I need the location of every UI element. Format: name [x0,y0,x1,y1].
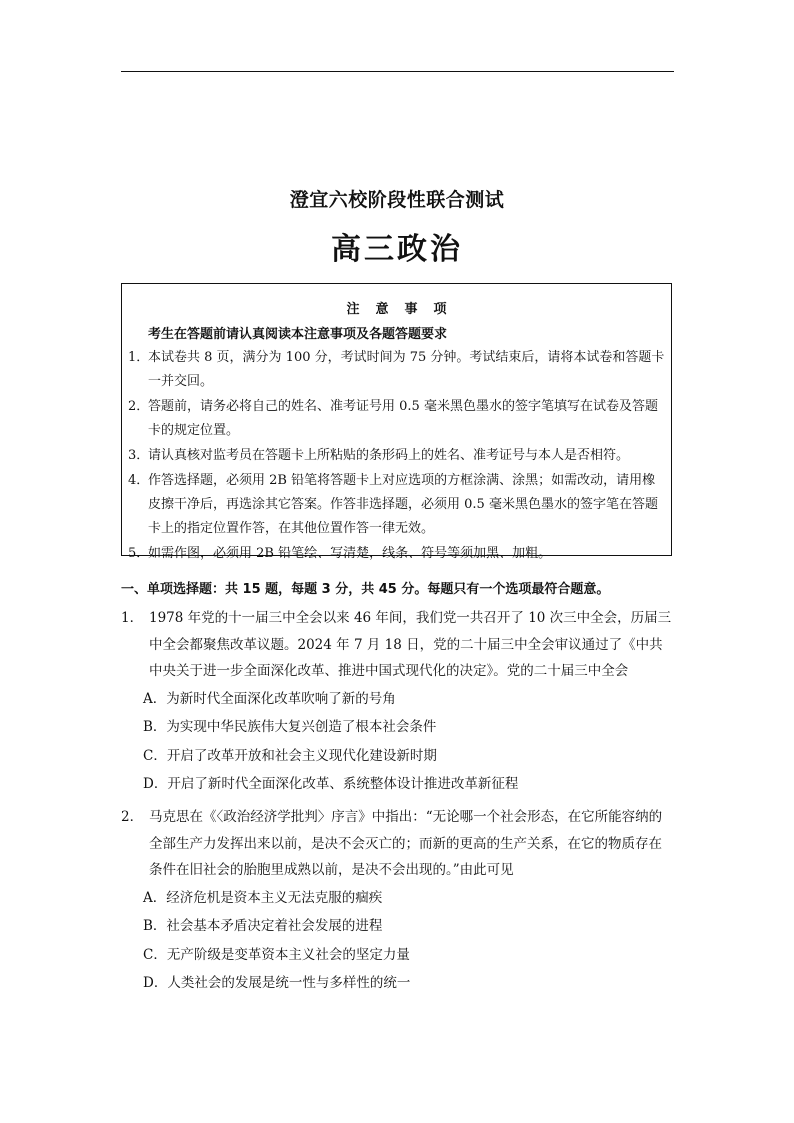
option [121,912,673,941]
notice-item-text: 本试卷共 8 页，满分为 100 分，考试时间为 75 分钟。考试结束后，请将本试卷和答题卡一并交回。 [148,350,665,389]
question-text: 1978 年党的十一届三中全会以来 46 年间，我们党一共召开了 10 次三中全会，历届三中全会都聚焦改革议题。2024 年 7 月 18 日，党的二十届三中全会审议通过了《中共中央关于进一步全面深化改革、推进中国式现代化的决定》。党的二十届三中全会 [149,610,672,679]
option [121,770,673,799]
option-text: 为实现中华民族伟大复兴创造了根本社会条件 [166,719,437,735]
option-letter: A． [143,889,167,906]
notice-box [121,283,672,561]
notice-item [128,346,668,394]
notice-item-number: 3． [128,448,150,463]
question-stem [121,804,673,884]
notice-item-text: 请认真核对监考员在答题卡上所粘贴的条形码上的姓名、准考证号与本人是否相符。 [148,448,630,463]
notice-item [128,469,668,541]
option [121,884,673,913]
notice-item-number: 5． [128,546,150,561]
option [121,713,673,742]
option [121,969,673,998]
notice-item-text: 如需作图，必须用 2B 铅笔绘、写清楚，线条、符号等须加黑、加粗。 [148,546,552,561]
option-text: 开启了改革开放和社会主义现代化建设新时期 [166,747,437,764]
option [121,941,673,970]
option-text: 社会基本矛盾决定着社会发展的进程 [166,918,383,934]
notice-item-number: 4． [128,473,150,488]
option-letter: C． [143,747,167,764]
question [121,605,673,799]
option-letter: C． [143,946,167,963]
option-text: 开启了新时代全面深化改革、系统整体设计推进改革新征程 [167,776,519,792]
question-number: 1． [121,610,144,626]
notice-item-number: 2． [128,399,150,414]
notice-heading: 注意事项 [346,302,463,317]
header-rule [121,71,674,72]
question [121,804,673,998]
exam-title: 高三政治 [331,232,463,267]
notice-item-text: 答题前，请务必将自己的姓名、准考证号用 0.5 毫米黑色墨水的签字笔填写在试卷及答题卡的规定位置。 [148,399,658,438]
question-stem [121,605,673,685]
option-letter: D． [143,776,168,792]
option-letter: B． [143,918,167,934]
question-text: 马克思在《〈政治经济学批判〉序言》中指出：“无论哪一个社会形态，在它所能容纳的全部生产力发挥出来以前，是决不会灭亡的；而新的更高的生产关系，在它的物质存在条件在旧社会的胎胞里成熟以前，是决不会出现的。”由此可见 [149,809,663,878]
notice-item-text: 作答选择题，必须用 2B 铅笔将答题卡上对应选项的方框涂满、涂黑；如需改动，请用橡皮擦干净后，再选涂其它答案。作答非选择题，必须用 0.5 毫米黑色墨水的签字笔在答题卡上的指定位置作答，在其他位置作答一律无效。 [148,473,658,536]
notice-item [128,542,668,566]
option-text: 为新时代全面深化改革吹响了新的号角 [166,690,396,707]
notice-item-number: 1． [128,350,150,365]
section-heading: 一、单项选择题：共 15 题，每题 3 分，共 45 分。每题只有一个选项最符合题意。 [121,582,610,597]
option [121,685,673,714]
notice-list [128,346,668,567]
exam-subtitle: 澄宜六校阶段性联合测试 [289,189,505,211]
option-text: 经济危机是资本主义无法克服的痼疾 [166,889,383,906]
question-number: 2． [121,809,144,825]
option-letter: D． [143,975,168,991]
notice-intro: 考生在答题前请认真阅读本注意事项及各题答题要求 [148,327,448,342]
option-text: 人类社会的发展是统一性与多样性的统一 [167,975,411,991]
option-letter: B． [143,719,167,735]
notice-item [128,395,668,443]
option-letter: A． [143,690,167,707]
notice-item [128,444,668,468]
option [121,742,673,771]
option-text: 无产阶级是变革资本主义社会的坚定力量 [166,946,410,963]
